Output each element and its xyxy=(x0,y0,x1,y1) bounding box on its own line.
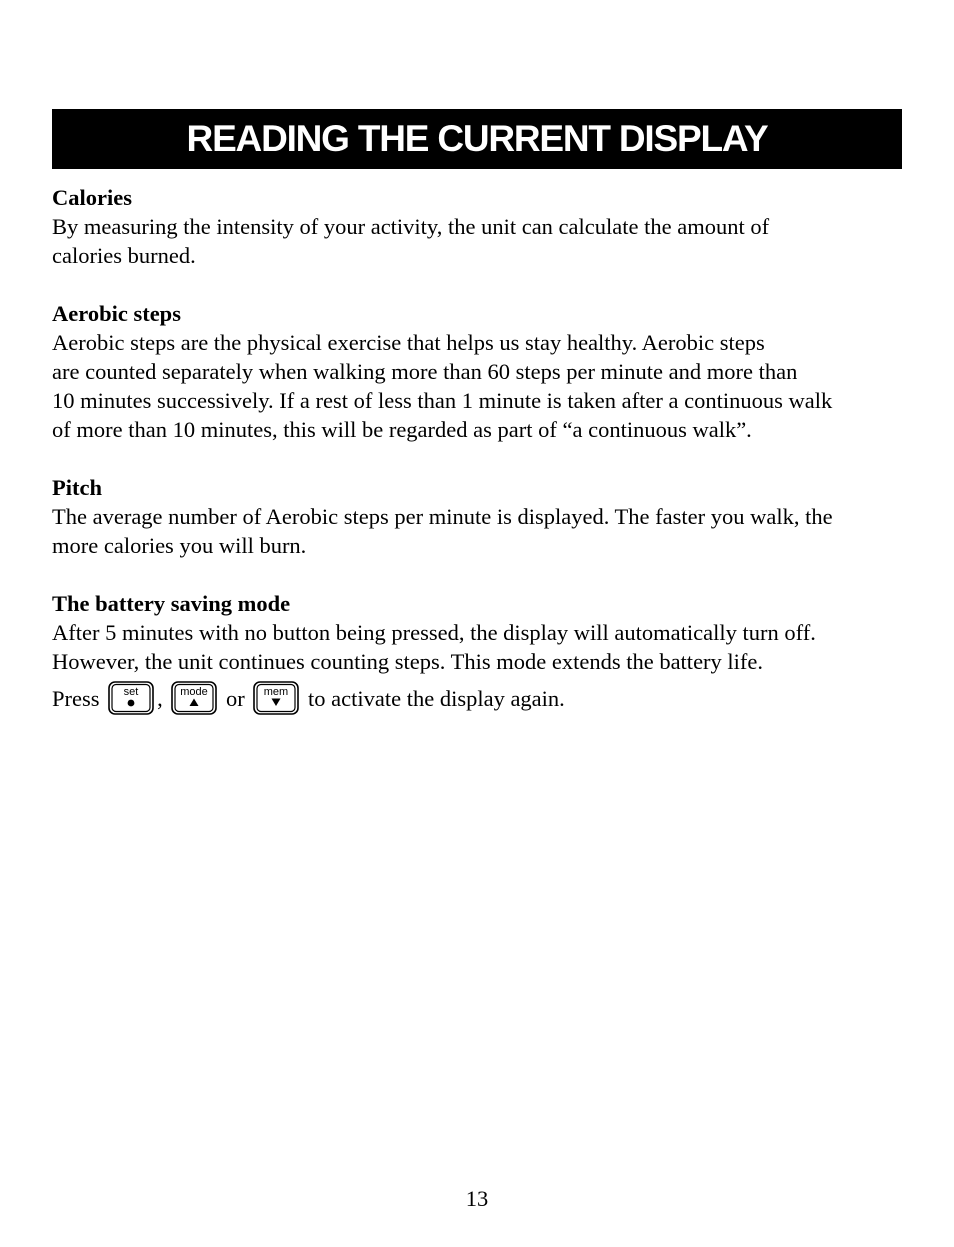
set-button-icon xyxy=(107,681,155,715)
body-content xyxy=(52,183,912,720)
paragraph-line: calories burned. xyxy=(52,243,196,268)
button-label: mem xyxy=(264,686,289,698)
paragraph-line: The average number of Aerobic steps per minute is displayed. The faster you walk, the xyxy=(52,504,833,529)
page-number: 13 xyxy=(465,1186,489,1211)
separator: , xyxy=(157,685,169,711)
dot-icon xyxy=(128,700,135,707)
paragraph-line: more calories you will burn. xyxy=(52,533,307,558)
section-aerobic-steps xyxy=(52,299,912,444)
paragraph-line: are counted separately when walking more than 60 steps per minute and more than xyxy=(52,359,798,384)
section-calories xyxy=(52,183,912,270)
button-label: set xyxy=(123,686,139,698)
title-banner xyxy=(52,109,902,169)
section-heading: Aerobic steps xyxy=(52,301,181,326)
section-paragraph xyxy=(52,502,912,560)
press-prefix: Press xyxy=(52,685,106,711)
separator: or xyxy=(220,685,251,711)
section-paragraph xyxy=(52,618,912,676)
paragraph-line: After 5 minutes with no button being pressed, the display will automatically turn off. xyxy=(52,620,816,645)
paragraph-line: However, the unit continues counting steps. This mode extends the battery life. xyxy=(52,649,764,674)
mode-button-icon xyxy=(170,681,218,715)
section-pitch xyxy=(52,473,912,560)
section-paragraph xyxy=(52,328,912,444)
mem-button-icon xyxy=(252,681,300,715)
section-battery-saving xyxy=(52,589,912,720)
paragraph-line: By measuring the intensity of your activity, the unit can calculate the amount of xyxy=(52,214,770,239)
section-paragraph xyxy=(52,212,912,270)
paragraph-line: of more than 10 minutes, this will be regarded as part of “a continuous walk”. xyxy=(52,417,752,442)
page-title: READING THE CURRENT DISPLAY xyxy=(186,118,768,159)
paragraph-line: 10 minutes successively. If a rest of less than 1 minute is taken after a continuous walk xyxy=(52,388,833,413)
button-label: mode xyxy=(180,686,209,698)
press-suffix: to activate the display again. xyxy=(302,685,565,711)
paragraph-line: Aerobic steps are the physical exercise that helps us stay healthy. Aerobic steps xyxy=(52,330,765,355)
section-heading: Calories xyxy=(52,185,132,210)
section-heading: Pitch xyxy=(52,475,102,500)
press-instruction xyxy=(52,676,912,720)
section-heading: The battery saving mode xyxy=(52,591,291,616)
